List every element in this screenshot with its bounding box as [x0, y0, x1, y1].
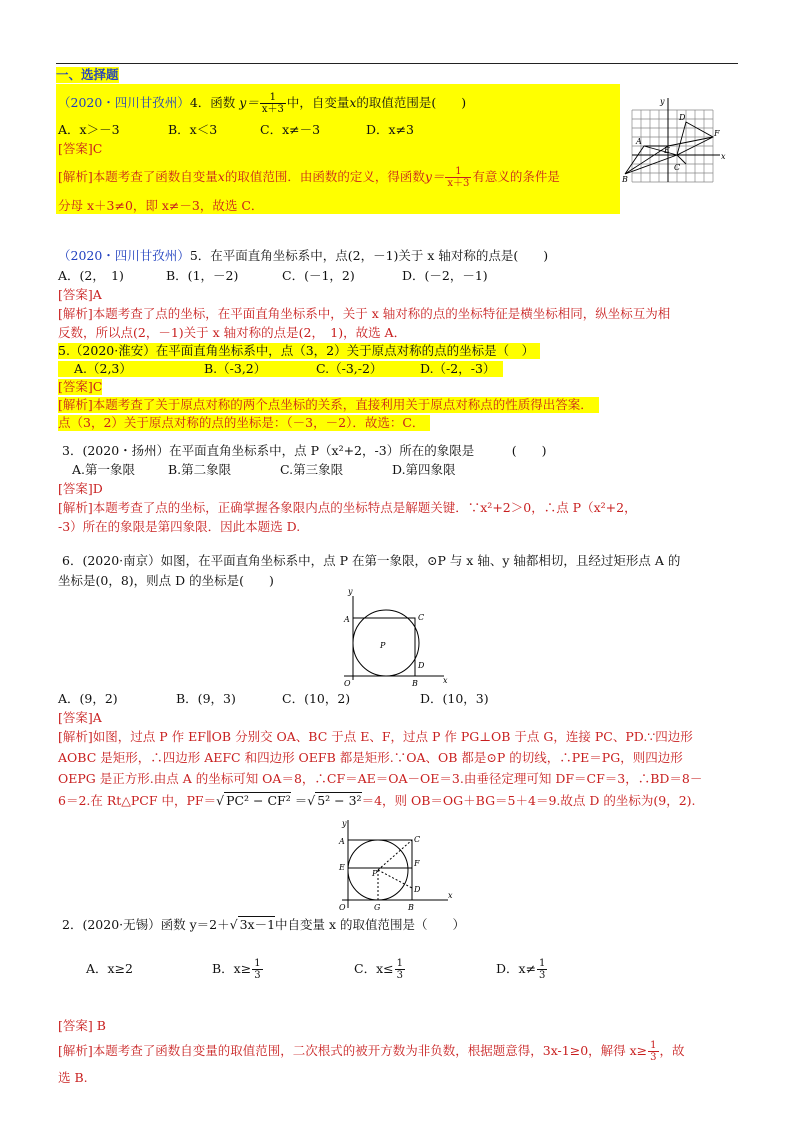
q6-option-b-frac: [252, 958, 262, 981]
q1-func-lhs: y＝: [239, 95, 259, 110]
q6-analysis-frac: [648, 1040, 658, 1063]
q6-text-a: 2．(2020·无锡）函数 y＝2＋: [62, 917, 230, 932]
q3-question: 5.（2020·淮安）在平面直角坐标系中，点（3，2）关于原点对称的点的坐标是（ ）: [58, 343, 540, 359]
q3-option-a: A.（2,3）: [74, 361, 132, 376]
fig2-label-d: D: [414, 885, 421, 894]
fig1-label-x: x: [443, 676, 448, 685]
q5-analysis-line4: 6＝2.在 Rt△PCF 中，PF＝√ PC² − CF² ＝√ 5² − 3²＝4，则 OB＝OG＋BG＝5＋4＝9.故点 D 的坐标为(9，2).: [58, 793, 696, 808]
q6-analysis-frac-num: 1: [650, 1040, 657, 1051]
fig2-label-o: O: [339, 903, 346, 912]
q1-analysis-fraction: [445, 166, 471, 189]
q5-option-a: A．(9，2): [58, 691, 118, 706]
q6-option-d-text: D．x≠: [496, 961, 537, 976]
q5-option-c: C．(10，2): [282, 691, 351, 706]
q5-equals: ＝: [294, 793, 308, 808]
q1-option-b: B．x＜3: [168, 122, 218, 137]
q2-option-a: A．(2， 1): [58, 268, 124, 283]
q1-frac-den: x＋3: [261, 104, 284, 115]
q6-analysis-line1-b: ，故: [659, 1043, 685, 1058]
q1-analysis-frac-den: x＋3: [447, 178, 470, 189]
q2-question: [58, 248, 548, 264]
q6-option-c-text: C．x≤: [354, 961, 394, 976]
q5-figure-1: [324, 587, 448, 688]
q1-analysis-c: 有意义的条件是: [472, 169, 560, 184]
q1-var: x: [349, 95, 357, 110]
q1-source: （2020・四川甘孜州）: [58, 95, 190, 110]
q3-options: [58, 361, 503, 377]
fig1-label-b: B: [412, 679, 418, 688]
fig1-label-p: P: [380, 641, 386, 650]
fig2-dashed-lines: [378, 840, 412, 900]
q6-analysis-frac-den: 3: [650, 1052, 657, 1063]
q1-analysis-line2: 分母 x＋3≠0，即 x≠－3，故选 C．: [58, 198, 264, 213]
q5-analysis-line2: AOBC 是矩形，∴四边形 AEFC 和四边形 OEFB 都是矩形.∵OA、OB 都是⊙P 的切线，∴PE＝PG，则四边形: [58, 750, 683, 765]
q6-option-d-den: 3: [539, 970, 546, 981]
q4-option-b: B.第二象限: [168, 462, 232, 477]
q6-option-b-den: 3: [254, 970, 261, 981]
q1-option-c: C．x≠－3: [260, 122, 321, 137]
q6-analysis-line1: [58, 1040, 685, 1063]
q1-question: [58, 92, 466, 115]
q6-option-c: [354, 954, 496, 984]
q6-option-c-den: 3: [396, 970, 403, 981]
q6-sqrt: 3x－1: [239, 917, 276, 932]
fig2-label-p: P: [372, 869, 378, 878]
q5-question-line2: 坐标是(0，8)，则点 D 的坐标是( ): [58, 573, 274, 588]
q6-analysis-line1-a: [解析]本题考查了函数自变量的取值范围，二次根式的被开方数为非负数，根据题意得，3x-1≥0，解得 x≥: [58, 1043, 648, 1058]
q2-option-d: D．(－2，－1): [402, 268, 488, 283]
fig2-label-f: F: [414, 859, 420, 868]
q6-options: [86, 954, 548, 984]
q5-analysis-line3: OEPG 是正方形.由点 A 的坐标可知 OA＝8，∴CF＝AE＝OA－OE＝3.由垂径定理可知 DF＝CF＝3，∴BD＝8－: [58, 771, 703, 786]
q4-option-d: D.第四象限: [392, 462, 456, 477]
q2-options: [58, 268, 488, 284]
q2-option-b: B．(1，－2): [166, 268, 239, 283]
q1-text-c: 的取值范围是( ): [356, 95, 467, 110]
q1-answer: [答案]C: [58, 141, 103, 156]
fig1-label-a: A: [344, 615, 350, 624]
q1-analysis-var: x: [217, 169, 225, 184]
fig2-label-b: B: [408, 903, 414, 912]
q6-option-a-text: A．x≥2: [86, 961, 134, 976]
fig2-label-x: x: [448, 891, 453, 900]
q1-frac-num: 1: [260, 92, 286, 104]
grid-label-b: B: [622, 175, 628, 184]
q5-options: [58, 691, 489, 707]
q6-option-d: [496, 954, 548, 984]
q2-text: 5．在平面直角坐标系中，点(2，－1)关于 x 轴对称的点是( ): [189, 248, 549, 263]
q5-sqrt-2: 5² − 3²: [317, 793, 362, 808]
q6-option-b-num: 1: [254, 958, 261, 969]
q5-analysis-line1: [解析]如图，过点 P 作 EF∥OB 分别交 OA、BC 于点 E、F，过点 P 作 PG⊥OB 于点 G，连接 PC、PD.∵四边形: [58, 729, 693, 744]
q6-option-d-frac: [537, 958, 547, 981]
grid-label-c: C: [674, 163, 681, 172]
fig1-label-d: D: [418, 661, 425, 670]
fig2-label-c: C: [414, 835, 421, 844]
q6-option-d-num: 1: [539, 958, 546, 969]
fig2-label-a: A: [339, 837, 345, 846]
grid-figure: [622, 94, 734, 184]
grid-label-f: F: [714, 129, 720, 138]
q5-question-line1: 6．(2020·南京）如图，在平面直角坐标系中，点 P 在第一象限，⊙P 与 x 轴、y 轴都相切，且经过矩形点 A 的: [62, 553, 681, 568]
q3-analysis-line2: 点（3，2）关于原点对称的点的坐标是：（－3，－2）．故选：C．: [58, 415, 430, 431]
q4-analysis-line2: -3）所在的象限是第四象限．因此本题选 D.: [58, 519, 301, 534]
q6-option-b-text: B．x≥: [212, 961, 252, 976]
q3-analysis-line1: [解析]本题考查了关于原点对称的两个点坐标的关系，直接利用关于原点对称点的性质得出答案．: [58, 397, 599, 413]
q1-number: 4．: [189, 95, 211, 110]
q6-option-a: [86, 954, 212, 984]
q4-option-a: A.第一象限: [72, 462, 136, 477]
q1-analysis-frac-num: 1: [445, 166, 471, 178]
q6-text-b: 中自变量 x 的取值范围是（ ）: [275, 917, 466, 932]
q5-figure-2: [330, 818, 454, 914]
grid-label-y: y: [660, 97, 665, 106]
q4-answer: [答案]D: [58, 481, 103, 496]
q1-fraction: [260, 92, 286, 115]
q1-text-b: 中，自变量: [286, 95, 350, 110]
q6-question: 2．(2020·无锡）函数 y＝2＋√ 3x－1中自变量 x 的取值范围是（ ）: [62, 917, 466, 932]
grid-label-a: A: [636, 137, 642, 146]
q4-question: 3．(2020・扬州）在平面直角坐标系中，点 P（x²+2，-3）所在的象限是 ( ): [62, 443, 547, 458]
q6-option-b: [212, 954, 354, 984]
q1-text-a: 函数: [210, 95, 236, 110]
q5-sqrt-1: PC² − CF²: [226, 793, 291, 808]
grid-label-x: x: [721, 152, 726, 161]
q6-answer: [答案] B: [58, 1018, 106, 1033]
q2-analysis-line1: [解析]本题考查了点的坐标，在平面直角坐标系中，关于 x 轴对称的点的坐标特征是横坐标相同，纵坐标互为相: [58, 306, 671, 321]
q3-option-b: B.（-3,2）: [204, 361, 267, 376]
q2-option-c: C．(－1，2): [282, 268, 355, 283]
fig2-label-e: E: [339, 863, 345, 872]
q1-analysis: [58, 166, 560, 189]
q6-analysis-line2: 选 B.: [58, 1070, 88, 1085]
q2-analysis-line2: 反数，所以点(2，－1)关于 x 轴对称的点是(2， 1)，故选 A．: [58, 325, 407, 340]
fig1-label-y: y: [348, 587, 353, 596]
section-title: 一、选择题: [56, 67, 119, 82]
q4-options: [72, 462, 456, 478]
q1-option-d: D．x≠3: [366, 122, 414, 137]
q4-analysis-line1: [解析]本题考查了点的坐标，正确掌握各象限内点的坐标特点是解题关键．∵x²+2＞0，∴点 P（x²+2，: [58, 500, 637, 515]
q1-analysis-a: [解析]本题考查了函数自变量: [58, 169, 218, 184]
q3-option-c: C.（-3,-2）: [316, 361, 383, 376]
q3-option-d: D.（-2，-3）: [420, 361, 496, 376]
fig1-label-o: O: [344, 679, 351, 688]
fig1-label-c: C: [418, 613, 425, 622]
q6-option-c-frac: [395, 958, 405, 981]
q1-options: [58, 122, 414, 138]
q3-answer: [答案]C: [58, 379, 103, 394]
q5-analysis-line4-b: ＝4，则 OB＝OG＋BG＝5＋4＝9.故点 D 的坐标为(9，2).: [361, 793, 696, 808]
fig2-label-g: G: [374, 903, 381, 912]
q6-option-c-num: 1: [396, 958, 403, 969]
q1-analysis-func: y＝: [424, 169, 445, 184]
fig2-label-y: y: [342, 819, 347, 828]
q1-analysis-b: 的取值范围．由函数的定义，得函数: [224, 169, 425, 184]
q1-option-a: A．x＞－3: [58, 122, 120, 137]
q2-answer: [答案]A: [58, 287, 102, 302]
grid-label-e: E: [664, 146, 670, 155]
fig1-circle: [353, 610, 419, 676]
q4-option-c: C.第三象限: [280, 462, 344, 477]
q5-analysis-line4-a: 6＝2.在 Rt△PCF 中，PF＝: [58, 793, 217, 808]
top-rule: [56, 63, 738, 64]
q5-option-b: B．(9，3): [176, 691, 236, 706]
q5-answer: [答案]A: [58, 710, 102, 725]
grid-label-d: D: [679, 113, 686, 122]
q5-option-d: D．(10，3): [420, 691, 489, 706]
q2-source: （2020・四川甘孜州）: [58, 248, 190, 263]
